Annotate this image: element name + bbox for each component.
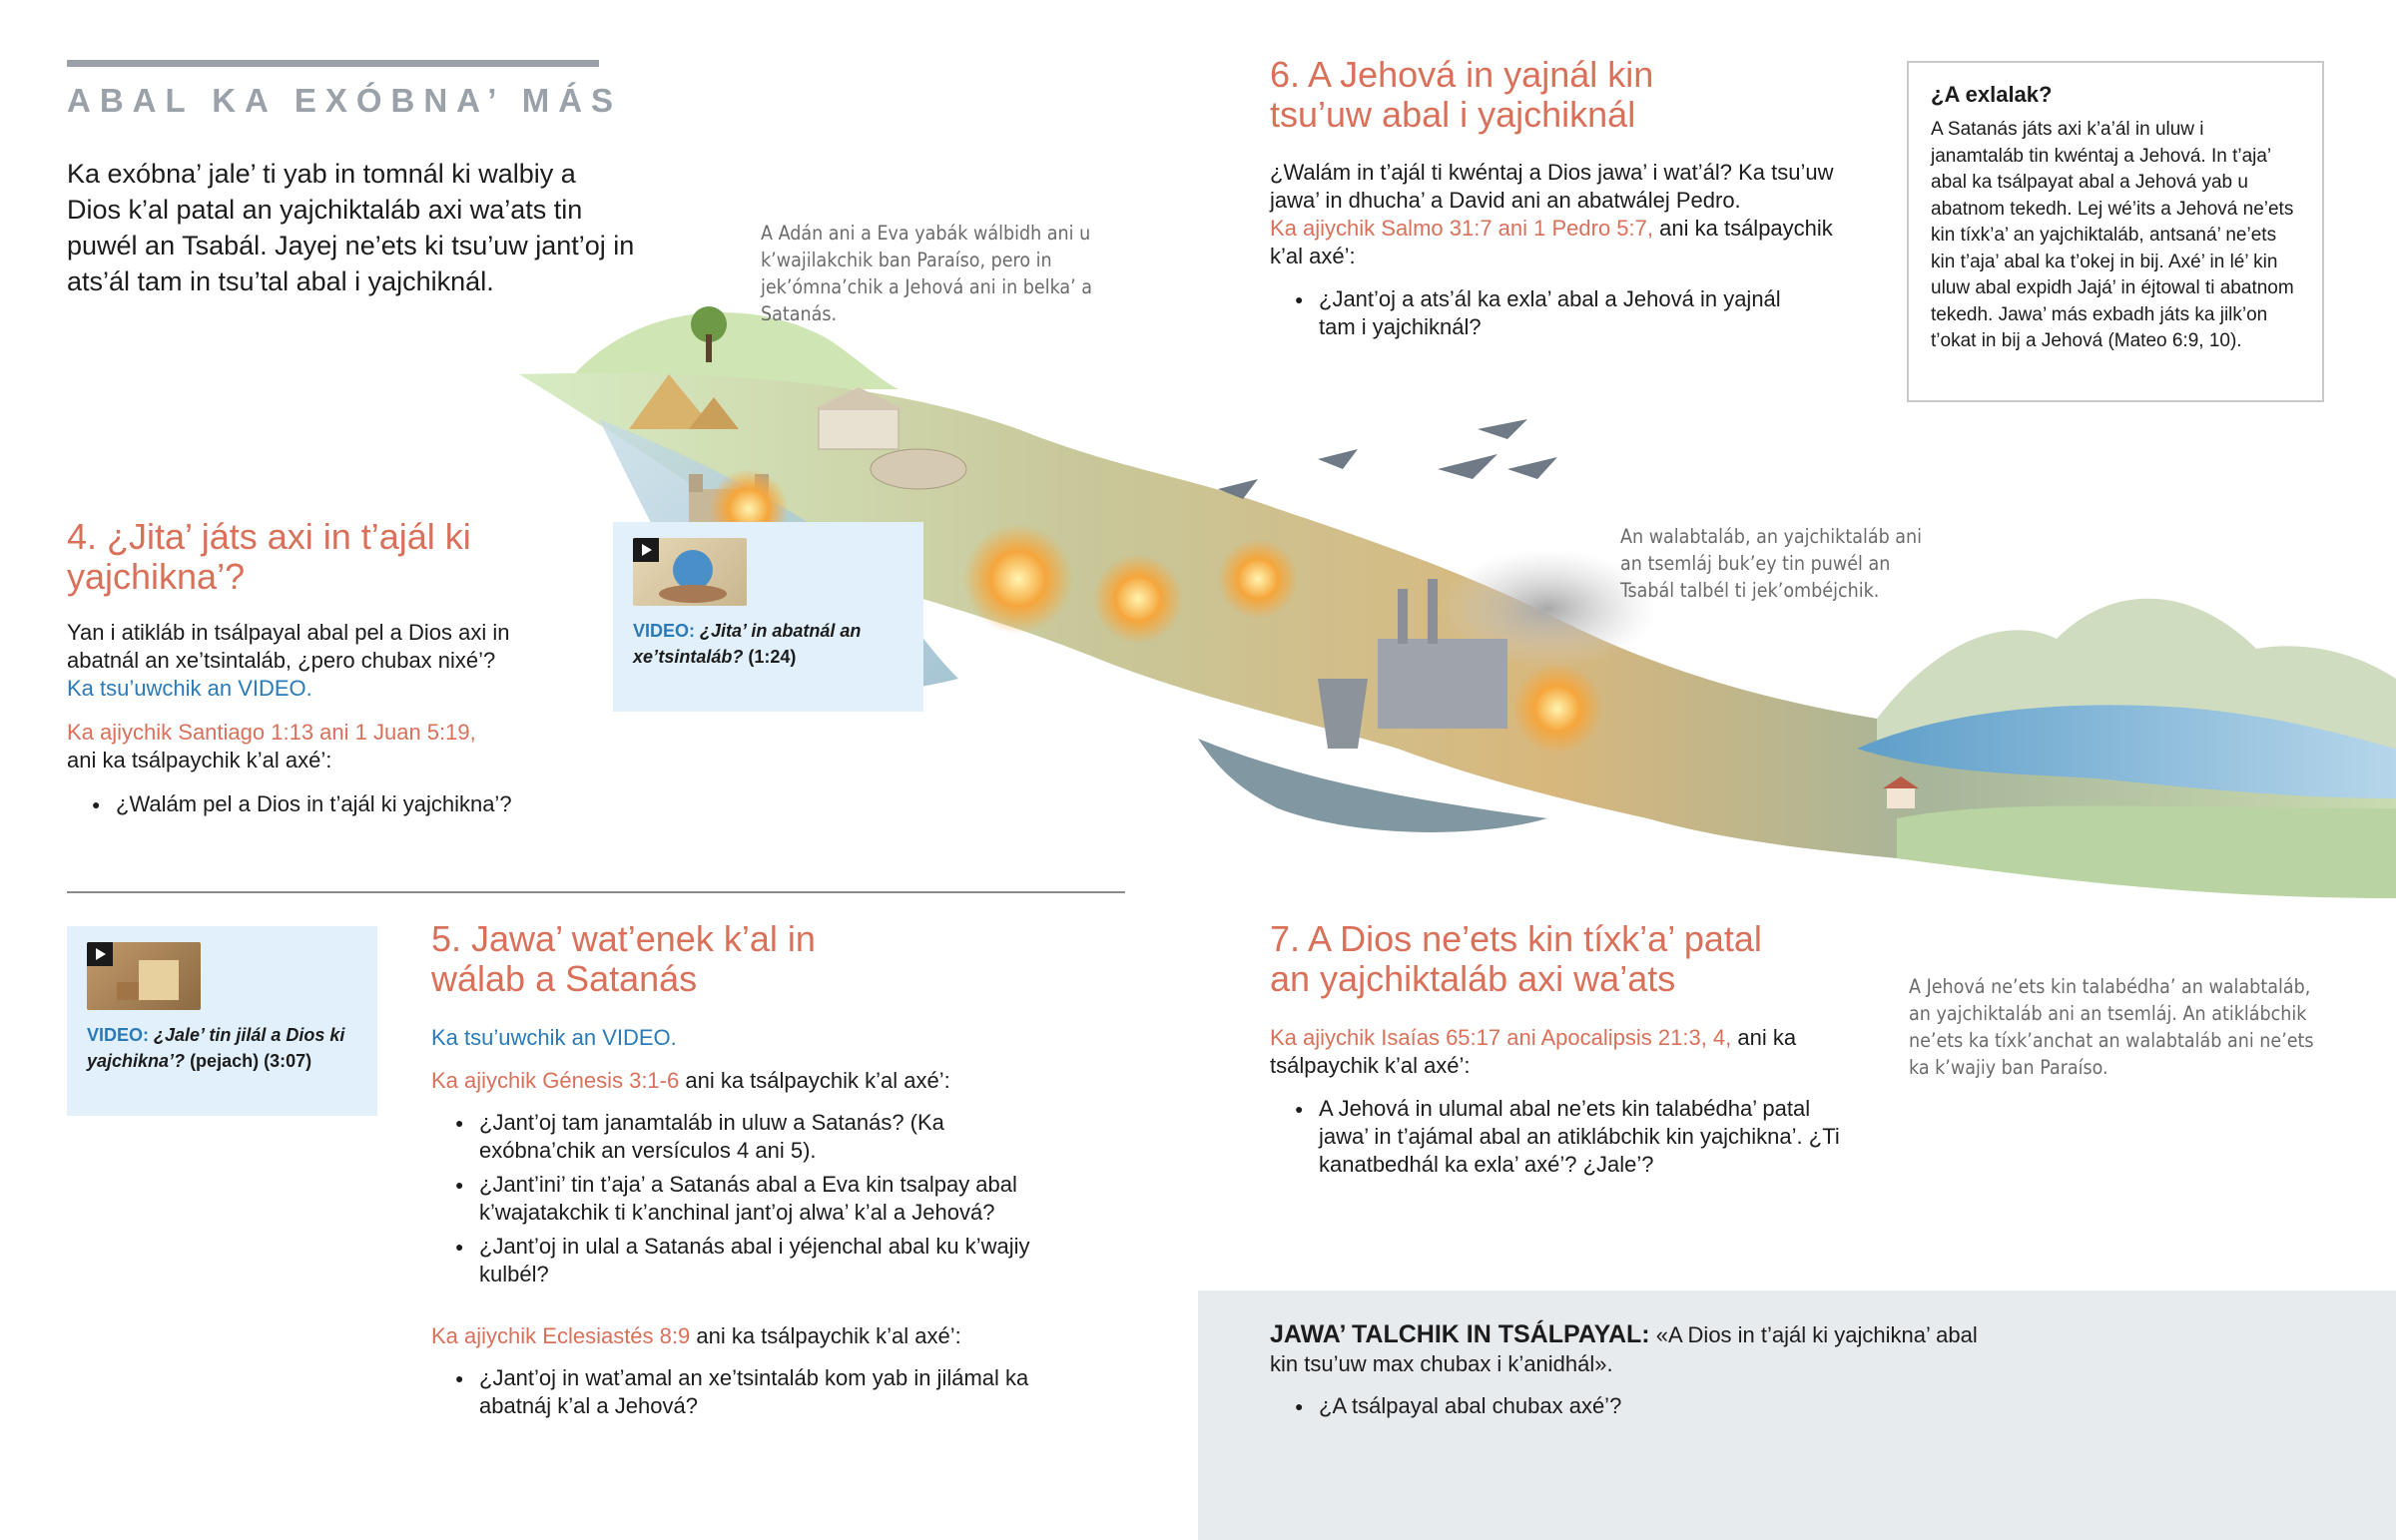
video-title: ¿Jita’ in abatnál an xe’tsintaláb? [633,621,862,667]
section-6-scripture-ref[interactable]: Ka ajiychik Salmo 31:7 ani 1 Pedro 5:7, [1270,216,1654,241]
section-5-question: ● ¿Jant’oj in wat’amal an xe’tsintaláb kom yab in jilámal ka abatnáj k’al a Jehová? [455,1364,1054,1420]
factory [1378,639,1507,729]
section-5-watch-video-link[interactable]: Ka tsu’uwchik an VIDEO. [431,1025,677,1050]
summary-question: ● ¿A tsálpayal abal chubax axé’? [1295,1392,1944,1420]
video-title: ¿Jale’ tin jilál a Dios ki yajchikna’? [87,1025,345,1071]
ruins-icon [87,942,201,1010]
section-6-read-rest: ani ka tsálpaychik k’al axé’: [1270,216,1833,268]
section-7-title: 7. A Dios ne’ets kin tíxk’a’ patal an yajchiktaláb axi wa’ats [1270,918,1762,999]
section-7-question: ● A Jehová in ulumal abal ne’ets kin talabédha’ patal jawa’ in t’ajámal abal an atiklábchik kin yajchikna’. ¿Ti kanatbedhál ka exla’ axé’? ¿Jale’? [1295,1095,1844,1179]
caption-eden: A Adán ani a Eva yabák wálbidh ani u k’wajilakchik ban Paraíso, pero in jek’ómna’chik a Jehová ani in belka’ a Satanás. [761,222,1093,325]
section-4-text: Yan i atikláb in tsálpayal abal pel a Dios axi in abatnál an xe’tsintaláb, ¿pero chubax nixé’? [67,620,510,673]
section-4-title: 4. ¿Jita’ játs axi in t’ajál ki yajchikna’? [67,516,471,597]
section-5-question: ● ¿Jant’oj tam janamtaláb in uluw a Satanás? (Ka exóbna’chik an versículos 4 ani 5). [455,1109,1054,1165]
section-4-questions [92,790,571,824]
section-5-read-rest-1: ani ka tsálpaychik k’al axé’: [685,1068,950,1093]
section-4-read-instruction [67,719,566,774]
section-5-title: 5. Jawa’ wat’enek k’al in wálab a Satanás [431,918,816,999]
cottage [1887,788,1915,808]
fighter-jets [1218,419,1557,499]
video-thumbnail[interactable] [87,942,201,1010]
section-5-questions-1 [455,1109,1054,1294]
video-label: VIDEO: [633,621,696,641]
intro-text: Ka exóbna’ jale’ ti yab in tomnál ki walbiy a Dios k’al patal an yajchiktaláb axi wa’ats tin puwél an Tsabál. Jayej ne’ets ki tsu’uw jant’oj in ats’ál tam in tsu’tal abal i yajchiknál. [67,159,635,296]
section-divider [67,891,1125,893]
section-4-question: ● ¿Walám pel a Dios in t’ajál ki yajchikna’? [92,790,571,818]
section-6-question: ● ¿Jant’oj a ats’ál ka exla’ abal a Jehová in yajnál tam i yajchiknál? [1295,285,1814,341]
cooling-tower [1318,679,1368,749]
video-label: VIDEO: [87,1025,150,1045]
section-5-read-rest-2: ani ka tsálpaychik k’al axé’: [696,1323,961,1348]
section-7-questions [1295,1095,1844,1185]
summary-label: JAWA’ TALCHIK IN TSÁLPAYAL: [1270,1320,1650,1348]
section-label: ABAL KA EXÓBNA’ MÁS [67,82,623,119]
section-5-scripture-ref-2[interactable]: Ka ajiychik Eclesiastés 8:9 [431,1323,691,1348]
section-5-question: ● ¿Jant’ini’ tin t’aja’ a Satanás abal a Eva kin tsalpay abal k’wajatakchik ti k’anchinal jant’oj alwa’ k’al a Jehová? [455,1171,1054,1227]
section-4-scripture-ref[interactable]: Ka ajiychik Santiago 1:13 ani 1 Juan 5:19, [67,720,476,745]
globe-hands-icon [633,538,747,606]
video-box-section-4[interactable] [613,522,923,712]
section-5-questions-2 [455,1364,1054,1426]
video-extra: (pejach) [190,1051,260,1071]
section-6-questions [1295,285,1814,347]
section-6-read-instruction [1270,215,1839,270]
video-box-section-5[interactable] [67,926,377,1116]
video-thumbnail[interactable] [633,538,747,606]
caption-paradise: A Jehová ne’ets kin talabédha’ an walabtaláb, an yajchiktaláb ani an tsemláj. An atiklábchik ne’ets ka tíxk’anchat an walabtaláb ani ne’ets ka k’wajiy ban Paraíso. [1909,975,2314,1079]
did-you-know-title: ¿A exlalak? [1931,82,2053,107]
section-4-read-rest: ani ka tsálpaychik k’al axé’: [67,748,332,772]
summary-questions [1295,1392,1944,1426]
header-rule [67,60,599,67]
section-5-scripture-ref-1[interactable]: Ka ajiychik Génesis 3:1-6 [431,1068,680,1093]
summary-text [1270,1320,1989,1378]
video-caption [87,1022,366,1074]
section-5-question: ● ¿Jant’oj in ulal a Satanás abal i yéjenchal abal ku k’wajiy kulbél? [455,1233,1054,1288]
did-you-know-box [1907,61,2324,402]
caption-suffering: An walabtaláb, an yajchiktaláb ani an tsemláj buk’ey tin puwél an Tsabál talbél ti jek’ombéjchik. [1620,525,1923,602]
section-7-scripture-ref[interactable]: Ka ajiychik Isaías 65:17 ani Apocalipsis 21:3, 4, [1270,1025,1732,1050]
section-6-title: 6. A Jehová in yajnál kin tsu’uw abal i yajchiknál [1270,54,1654,135]
colosseum [871,449,966,489]
section-4-watch-video-link[interactable]: Ka tsu’uwchik an VIDEO. [67,676,312,701]
section-6-text: ¿Walám in t’ajál ti kwéntaj a Dios jawa’ i wat’ál? Ka tsu’uw jawa’ in dhucha’ a David ani an abatwálej Pedro. [1270,160,1834,213]
section-7-read-rest: ani ka tsálpaychik k’al axé’: [1270,1025,1797,1078]
summary-panel [1198,1290,2396,1540]
section-7-read-instruction [1270,1024,1849,1080]
summary-quote: «A Dios in t’ajál ki yajchikna’ abal kin tsu’uw max chubax i k’anidhál». [1270,1322,1978,1376]
video-caption [633,618,907,670]
section-5-read-instruction-1 [431,1067,1030,1095]
ancient-temple [819,409,898,449]
video-duration: (3:07) [264,1051,312,1071]
video-duration: (1:24) [748,647,797,667]
did-you-know-text: A Satanás játs axi k’a’ál in uluw i janamtaláb tin kwéntaj a Jehová. In t’aja’ abal ka tsálpayat abal a Jehová yab u abatnom tekedh. Lej wé’its a Jehová ne’ets kin tíxk’a’ an yajchiktaláb, antsaná’ ne’ets kin t’aja’ abal ka t’okej in bij. Axé’ in lé’ kin uluw abal expidh Jajá’ in éjtowal ti abatnom tekedh. Jawa’ más exbadh játs ka jilk’on t’okat in bij a Jehová (Mateo 6:9, 10). [1931,119,2294,351]
section-5-read-instruction-2 [431,1322,1030,1350]
